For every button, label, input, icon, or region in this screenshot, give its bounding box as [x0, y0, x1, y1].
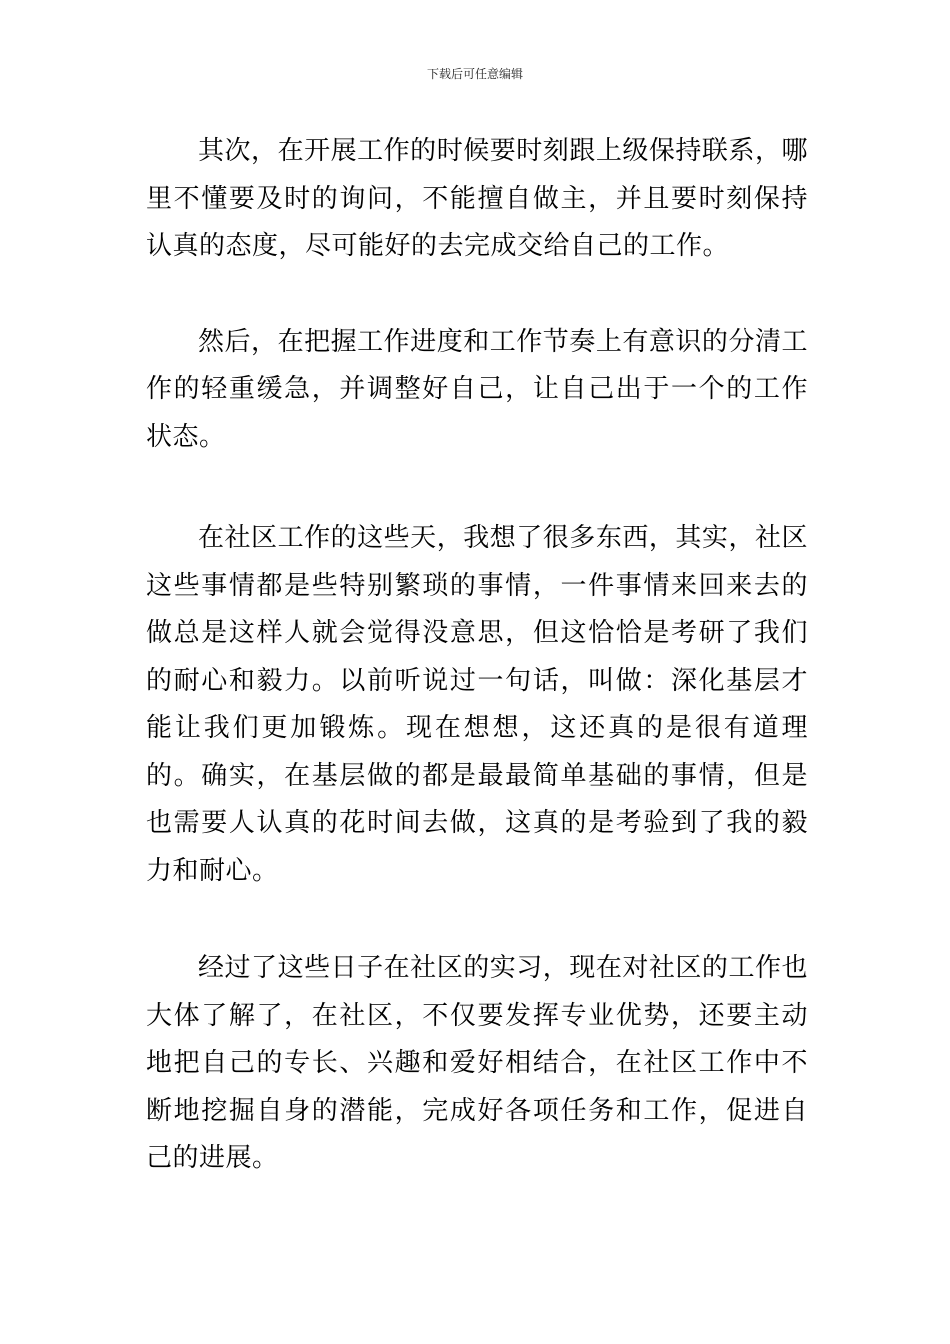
paragraph-4: 经过了这些日子在社区的实习，现在对社区的工作也大体了解了，在社区，不仅要发挥专业优势，还要主动地把自己的专长、兴趣和爱好相结合，在社区工作中不断地挖掘自身的潜能，完成好各项任务和工作，促进自己的进展。 — [146, 953, 808, 1173]
paragraph-1: 其次，在开展工作的时候要时刻跟上级保持联系，哪里不懂要及时的询问，不能擅自做主，并且要时刻保持认真的态度，尽可能好的去完成交给自己的工作。 — [146, 136, 808, 261]
paragraph-2: 然后，在把握工作进度和工作节奏上有意识的分清工作的轻重缓急，并调整好自己，让自己出于一个的工作状态。 — [146, 326, 808, 452]
paragraph-3: 在社区工作的这些天，我想了很多东西，其实，社区这些事情都是些特别繁琐的事情，一件事情来回来去的做总是这样人就会觉得没意思，但这恰恰是考研了我们的耐心和毅力。以前听说过一句话，叫做：深化基层才能让我们更加锻炼。现在想想，这还真的是很有道理的。确实，在基层做的都是最最简单基础的事情，但是也需要人认真的花时间去做，这真的是考验到了我的毅力和耐心。 — [146, 523, 808, 886]
page-header-note: 下载后可任意编辑 — [426, 67, 523, 81]
document-body — [146, 128, 808, 1231]
